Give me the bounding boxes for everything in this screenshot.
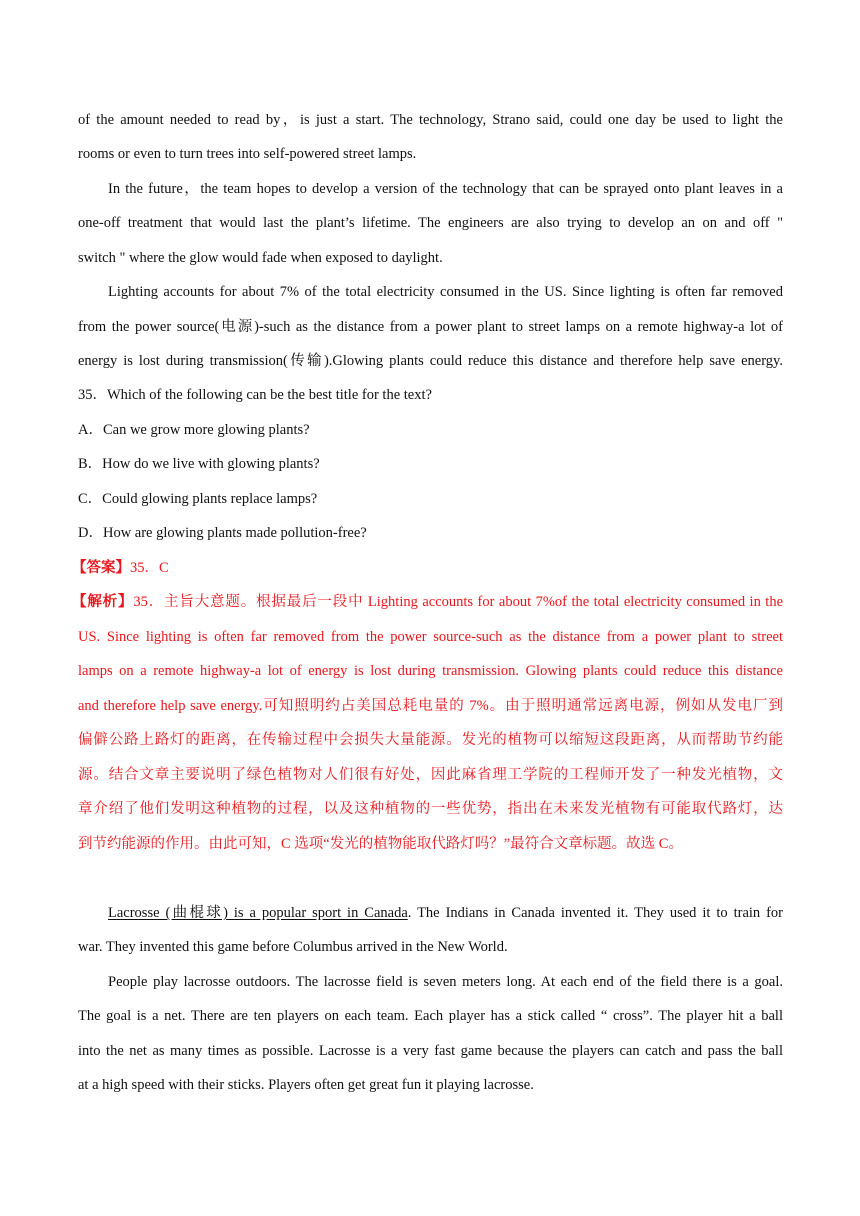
analysis-text-1: 35．主旨大意题。根据最后一段中 Lighting accounts for about 7%of the total electricity consumed in the [133, 594, 783, 610]
passage2-line-3: People play lacrosse outdoors. The lacrosse field is seven meters long. At each end of the field there is a goal. [108, 974, 783, 990]
analysis-line-1 [72, 593, 783, 611]
option-d: D．How are glowing plants made pollution-free? [78, 525, 367, 541]
answer-line [72, 559, 777, 577]
passage2-line-6: at a high speed with their sticks. Players often get great fun it playing lacrosse. [78, 1077, 534, 1093]
passage2-line-4: The goal is a net. There are ten players on each team. Each player has a stick called “ cross”. The player hit a ball [78, 1008, 783, 1024]
answer-label: 【答案】 [72, 560, 130, 576]
passage1-line-2: rooms or even to turn trees into self-powered street lamps. [78, 146, 417, 162]
passage2-line-2: war. They invented this game before Columbus arrived in the New World. [78, 939, 508, 955]
passage2-underlined-phrase: Lacrosse (曲棍球) is a popular sport in Canada [108, 905, 408, 921]
passage1-line-5: switch " where the glow would fade when exposed to daylight. [78, 250, 443, 266]
analysis-label: 【解析】 [72, 594, 134, 610]
analysis-line-4: and therefore help save energy.可知照明约占美国总耗电量的 7%。由于照明通常远离电源，例如从发电厂到 [78, 698, 783, 714]
passage1-line-7: from the power source(电源)-such as the distance from a power plant to street lamps on a remote highway-a lot of [78, 319, 783, 335]
passage2-line-1 [108, 904, 783, 922]
analysis-line-3: lamps on a remote highway-a lot of energy is lost during transmission. Glowing plants could reduce this distance [78, 663, 783, 679]
analysis-line-7: 章介绍了他们发明这种植物的过程，以及这种植物的一些优势，指出在未来发光植物有可能取代路灯，达 [78, 801, 783, 817]
analysis-line-5: 偏僻公路上路灯的距离，在传输过程中会损失大量能源。发光的植物可以缩短这段距离，从而帮助节约能 [78, 732, 783, 748]
passage1-line-1: of the amount needed to read by，is just a start. The technology, Strano said, could one day be used to light the [78, 112, 783, 128]
option-a: A．Can we grow more glowing plants? [78, 422, 310, 438]
analysis-line-2: US. Since lighting is often far removed from the power source-such as the distance from a power plant to street [78, 629, 783, 645]
answer-value: 35．C [130, 560, 169, 576]
passage2-first-rest: . The Indians in Canada invented it. They used it to train for [407, 905, 784, 921]
passage1-line-8: energy is lost during transmission(传输).Glowing plants could reduce this distance and therefore help save energy. [78, 353, 783, 369]
option-b: B．How do we live with glowing plants? [78, 456, 320, 472]
passage1-line-6: Lighting accounts for about 7% of the total electricity consumed in the US. Since lighting is often far removed [108, 284, 783, 300]
analysis-line-6: 源。结合文章主要说明了绿色植物对人们很有好处，因此麻省理工学院的工程师开发了一种发光植物，文 [78, 767, 783, 783]
passage1-line-4: one-off treatment that would last the plant’s lifetime. The engineers are also trying to develop an on and off " [78, 215, 783, 231]
passage2-line-5: into the net as many times as possible. Lacrosse is a very fast game because the players can catch and pass the ball [78, 1043, 783, 1059]
analysis-line-8: 到节约能源的作用。由此可知，C 选项“发光的植物能取代路灯吗？”最符合文章标题。故选 C。 [78, 836, 683, 852]
question-stem: 35．Which of the following can be the best title for the text? [78, 387, 432, 403]
passage1-line-3: In the future，the team hopes to develop a version of the technology that can be sprayed onto plant leaves in a [108, 181, 783, 197]
option-c: C．Could glowing plants replace lamps? [78, 491, 318, 507]
